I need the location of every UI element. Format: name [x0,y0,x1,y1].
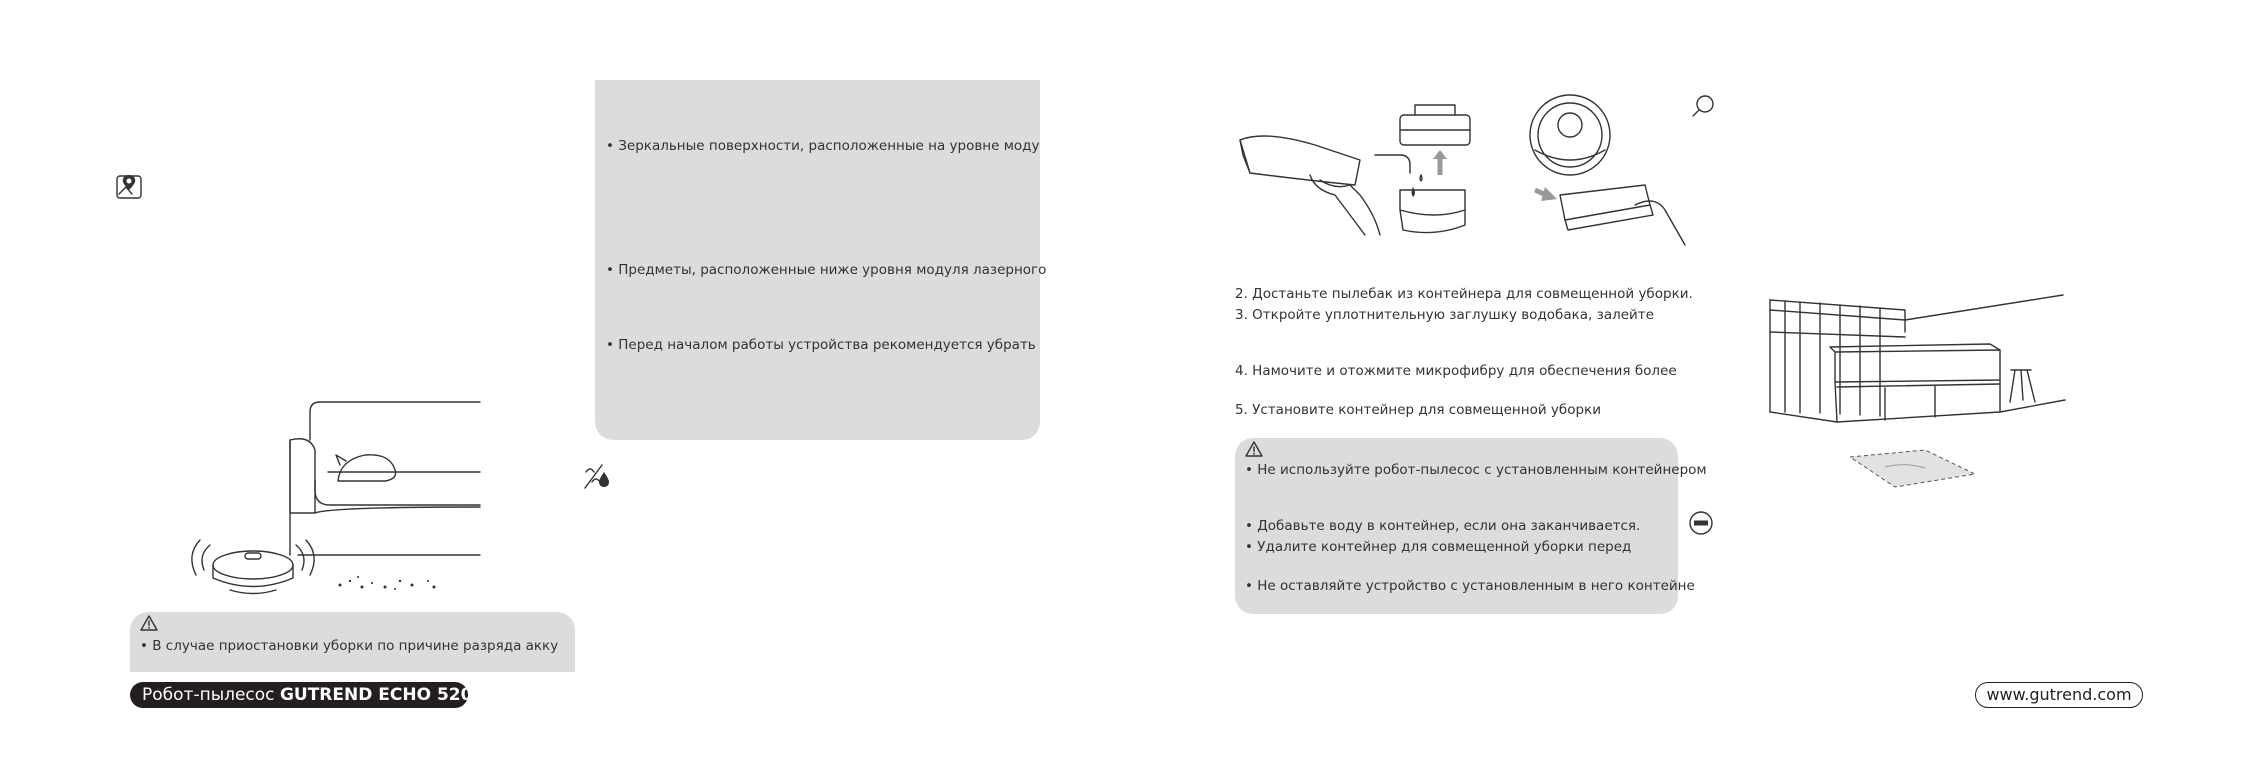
sofa-robot-illustration [190,395,450,605]
website-url[interactable]: www.gutrend.com [1975,682,2143,708]
search-icon [1690,93,1716,119]
step-5: 5. Установите контейнер для совмещенной уборки [1235,402,1601,418]
no-entry-icon [1688,510,1714,536]
map-pin-icon [115,172,145,200]
no-water-icon [582,462,612,490]
footer-title [130,682,473,708]
warning-2: • Добавьте воду в контейнер, если она заканчивается. [1245,518,1641,534]
mirror-warning-box [595,80,1040,440]
step-2: 2. Достаньте пылебак из контейнера для совмещенной уборки. [1235,286,1693,302]
warning-icon [140,615,158,631]
warning-3: • Удалите контейнер для совмещенной уборки перед [1245,539,1632,555]
warning-icon-2 [1245,441,1263,457]
warning-1: • Не используйте робот-пылесос с установленным контейнером [1245,462,1707,478]
remove-note: • Перед началом работы устройства рекомендуется убрать [606,337,1036,353]
footer-title-prefix: Робот-пылесос [142,685,280,705]
step-3: 3. Откройте уплотнительную заглушку водобака, залейте [1235,307,1654,323]
battery-note: • В случае приостановки уборки по причине разряда акку [140,638,559,654]
kitchen-illustration [1765,292,2065,502]
container-illustration [1235,95,1685,245]
warning-4: • Не оставляйте устройство с установленным в него контейне [1245,578,1695,594]
step-4: 4. Намочите и отожмите микрофибру для обеспечения более [1235,363,1677,379]
footer-title-brand: GUTREND ECHO 520 [279,685,473,705]
mirror-note: • Зеркальные поверхности, расположенные на уровне моду [606,138,1040,154]
objects-note: • Предметы, расположенные ниже уровня модуля лазерного [606,262,1047,278]
